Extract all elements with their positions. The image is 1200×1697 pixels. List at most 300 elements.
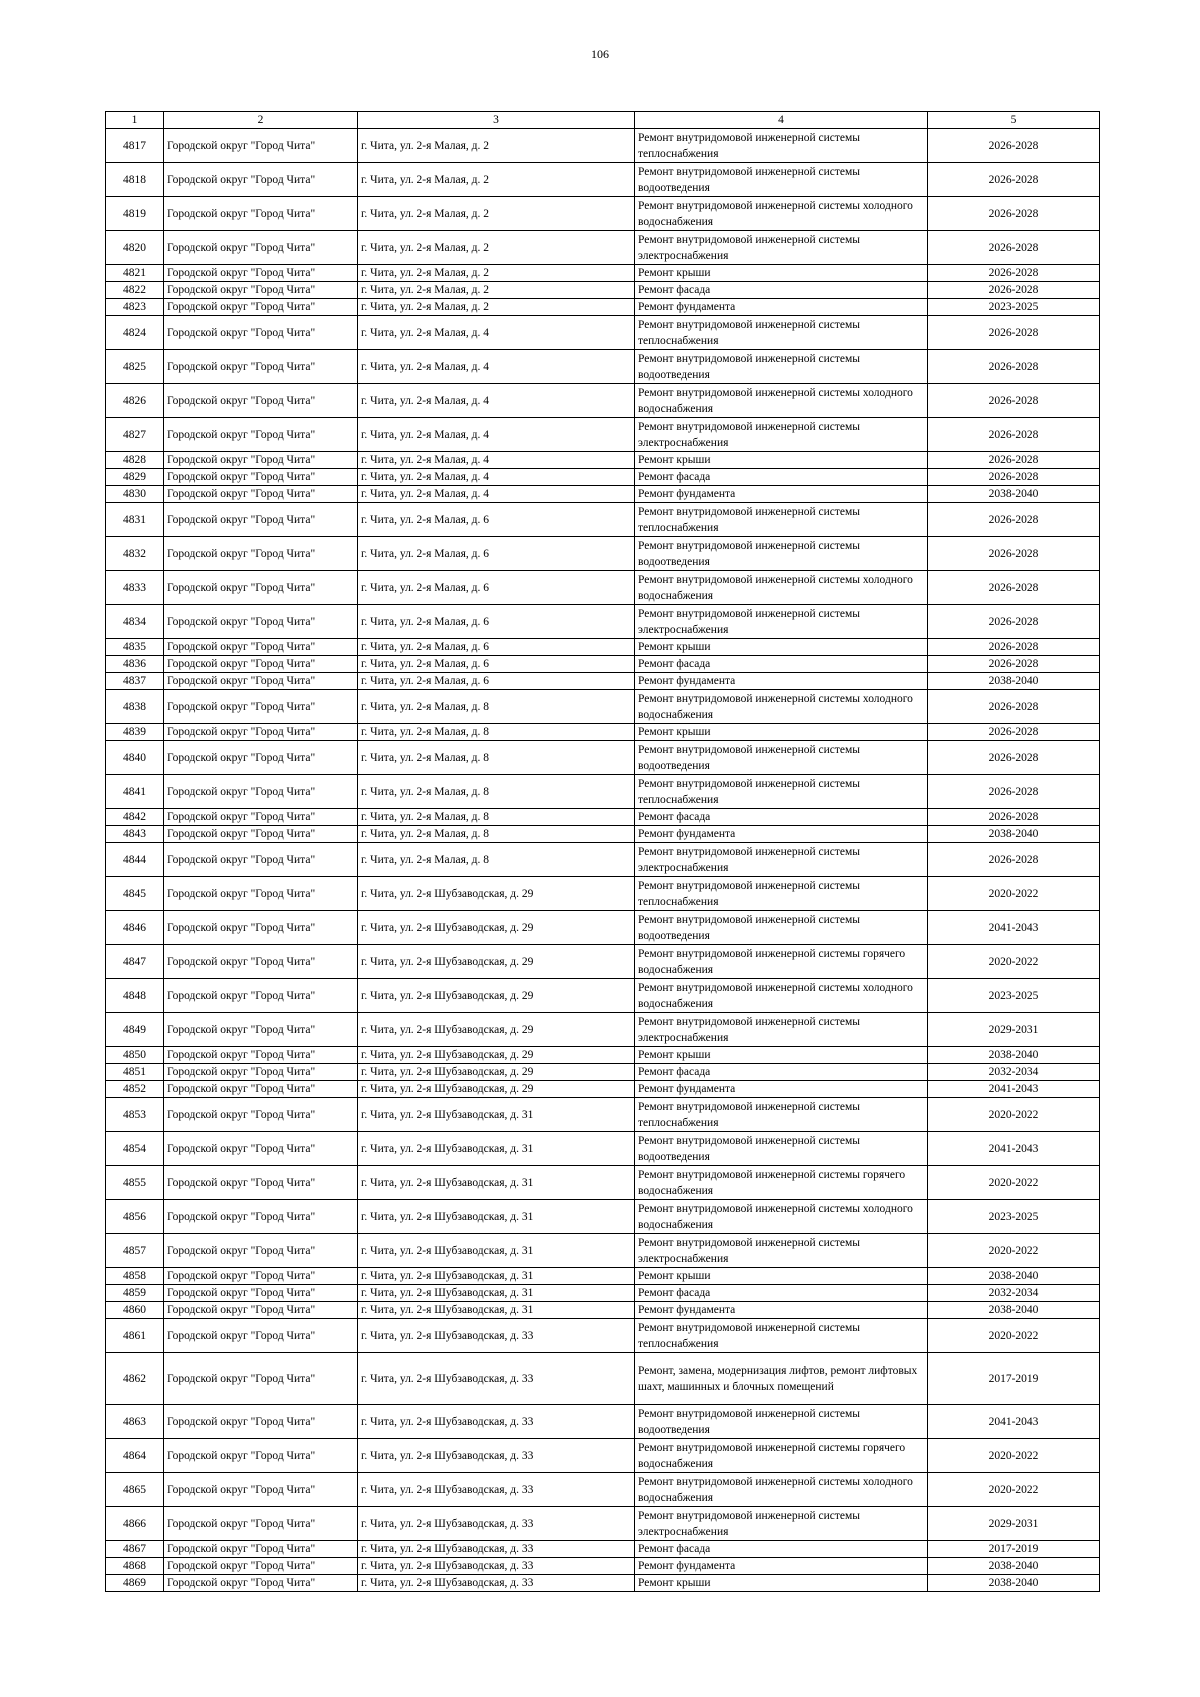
work-type-cell: Ремонт внутридомовой инженерной системы теплоснабжения [635,877,928,911]
row-number-cell: 4850 [106,1047,164,1064]
column-header-5: 5 [928,112,1100,129]
period-cell: 2026-2028 [928,163,1100,197]
period-cell: 2032-2034 [928,1285,1100,1302]
period-cell: 2026-2028 [928,129,1100,163]
work-type-cell: Ремонт внутридомовой инженерной системы теплоснабжения [635,1098,928,1132]
municipality-cell: Городской округ "Город Чита" [164,129,358,163]
municipality-cell: Городской округ "Город Чита" [164,537,358,571]
period-cell: 2026-2028 [928,775,1100,809]
work-type-cell: Ремонт внутридомовой инженерной системы теплоснабжения [635,316,928,350]
table-row [106,452,1100,469]
municipality-cell: Городской округ "Город Чита" [164,1234,358,1268]
address-cell: г. Чита, ул. 2-я Малая, д. 8 [358,809,635,826]
table-row [106,775,1100,809]
municipality-cell: Городской округ "Город Чита" [164,1473,358,1507]
table-row [106,299,1100,316]
period-cell: 2026-2028 [928,571,1100,605]
period-cell: 2026-2028 [928,503,1100,537]
table-row [106,605,1100,639]
table-row [106,282,1100,299]
period-cell: 2026-2028 [928,469,1100,486]
work-type-cell: Ремонт фасада [635,1064,928,1081]
address-cell: г. Чита, ул. 2-я Шубзаводская, д. 31 [358,1268,635,1285]
period-cell: 2038-2040 [928,1575,1100,1592]
table-row [106,1575,1100,1592]
table-row [106,265,1100,282]
row-number-cell: 4835 [106,639,164,656]
table-row [106,656,1100,673]
work-type-cell: Ремонт крыши [635,1575,928,1592]
table-row [106,197,1100,231]
work-type-cell: Ремонт внутридомовой инженерной системы теплоснабжения [635,129,928,163]
municipality-cell: Городской округ "Город Чита" [164,384,358,418]
row-number-cell: 4836 [106,656,164,673]
period-cell: 2026-2028 [928,384,1100,418]
work-type-cell: Ремонт фасада [635,656,928,673]
address-cell: г. Чита, ул. 2-я Малая, д. 2 [358,197,635,231]
address-cell: г. Чита, ул. 2-я Малая, д. 6 [358,503,635,537]
row-number-cell: 4837 [106,673,164,690]
address-cell: г. Чита, ул. 2-я Малая, д. 8 [358,826,635,843]
row-number-cell: 4822 [106,282,164,299]
row-number-cell: 4861 [106,1319,164,1353]
address-cell: г. Чита, ул. 2-я Шубзаводская, д. 33 [358,1439,635,1473]
row-number-cell: 4842 [106,809,164,826]
column-header-3: 3 [358,112,635,129]
work-type-cell: Ремонт внутридомовой инженерной системы холодного водоснабжения [635,571,928,605]
municipality-cell: Городской округ "Город Чита" [164,605,358,639]
municipality-cell: Городской округ "Город Чита" [164,1268,358,1285]
municipality-cell: Городской округ "Город Чита" [164,282,358,299]
table-row [106,1541,1100,1558]
table-row [106,911,1100,945]
municipality-cell: Городской округ "Город Чита" [164,1405,358,1439]
address-cell: г. Чита, ул. 2-я Малая, д. 6 [358,571,635,605]
municipality-cell: Городской округ "Город Чита" [164,197,358,231]
row-number-cell: 4819 [106,197,164,231]
page-number: 106 [591,47,609,61]
municipality-cell: Городской округ "Город Чита" [164,1541,358,1558]
municipality-cell: Городской округ "Город Чита" [164,843,358,877]
table-row [106,571,1100,605]
municipality-cell: Городской округ "Город Чита" [164,316,358,350]
row-number-cell: 4855 [106,1166,164,1200]
period-cell: 2026-2028 [928,231,1100,265]
table-row [106,1064,1100,1081]
address-cell: г. Чита, ул. 2-я Шубзаводская, д. 33 [358,1507,635,1541]
address-cell: г. Чита, ул. 2-я Шубзаводская, д. 29 [358,877,635,911]
municipality-cell: Городской округ "Город Чита" [164,979,358,1013]
municipality-cell: Городской округ "Город Чита" [164,469,358,486]
period-cell: 2029-2031 [928,1507,1100,1541]
row-number-cell: 4823 [106,299,164,316]
column-header-2: 2 [164,112,358,129]
municipality-cell: Городской округ "Город Чита" [164,877,358,911]
period-cell: 2026-2028 [928,282,1100,299]
work-type-cell: Ремонт фундамента [635,1558,928,1575]
work-type-cell: Ремонт фасада [635,282,928,299]
table-row [106,724,1100,741]
work-type-cell: Ремонт, замена, модернизация лифтов, ремонт лифтовых шахт, машинных и блочных помещений [635,1353,928,1405]
table-row [106,1098,1100,1132]
municipality-cell: Городской округ "Город Чита" [164,1302,358,1319]
row-number-cell: 4869 [106,1575,164,1592]
address-cell: г. Чита, ул. 2-я Малая, д. 6 [358,639,635,656]
period-cell: 2038-2040 [928,1558,1100,1575]
address-cell: г. Чита, ул. 2-я Малая, д. 8 [358,724,635,741]
period-cell: 2038-2040 [928,486,1100,503]
municipality-cell: Городской округ "Город Чита" [164,452,358,469]
period-cell: 2038-2040 [928,1047,1100,1064]
address-cell: г. Чита, ул. 2-я Малая, д. 2 [358,129,635,163]
table-body [106,129,1100,1592]
period-cell: 2023-2025 [928,979,1100,1013]
period-cell: 2023-2025 [928,299,1100,316]
period-cell: 2026-2028 [928,605,1100,639]
row-number-cell: 4864 [106,1439,164,1473]
municipality-cell: Городской округ "Город Чита" [164,826,358,843]
row-number-cell: 4844 [106,843,164,877]
row-number-cell: 4854 [106,1132,164,1166]
work-type-cell: Ремонт внутридомовой инженерной системы водоотведения [635,350,928,384]
work-type-cell: Ремонт внутридомовой инженерной системы горячего водоснабжения [635,1439,928,1473]
table-row [106,129,1100,163]
table-row [106,1047,1100,1064]
work-type-cell: Ремонт крыши [635,1047,928,1064]
work-type-cell: Ремонт внутридомовой инженерной системы электроснабжения [635,1013,928,1047]
work-type-cell: Ремонт внутридомовой инженерной системы электроснабжения [635,605,928,639]
work-type-cell: Ремонт фундамента [635,673,928,690]
period-cell: 2020-2022 [928,945,1100,979]
address-cell: г. Чита, ул. 2-я Малая, д. 2 [358,163,635,197]
period-cell: 2029-2031 [928,1013,1100,1047]
row-number-cell: 4845 [106,877,164,911]
municipality-cell: Городской округ "Город Чита" [164,1558,358,1575]
row-number-cell: 4825 [106,350,164,384]
row-number-cell: 4857 [106,1234,164,1268]
municipality-cell: Городской округ "Город Чита" [164,1166,358,1200]
municipality-cell: Городской округ "Город Чита" [164,1132,358,1166]
work-type-cell: Ремонт внутридомовой инженерной системы водоотведения [635,1132,928,1166]
work-type-cell: Ремонт крыши [635,452,928,469]
table-row [106,690,1100,724]
row-number-cell: 4868 [106,1558,164,1575]
address-cell: г. Чита, ул. 2-я Малая, д. 6 [358,656,635,673]
period-cell: 2032-2034 [928,1064,1100,1081]
work-type-cell: Ремонт внутридомовой инженерной системы водоотведения [635,163,928,197]
municipality-cell: Городской округ "Город Чита" [164,1575,358,1592]
table-row [106,826,1100,843]
period-cell: 2026-2028 [928,265,1100,282]
work-type-cell: Ремонт внутридомовой инженерной системы холодного водоснабжения [635,197,928,231]
column-header-1: 1 [106,112,164,129]
municipality-cell: Городской округ "Город Чита" [164,571,358,605]
address-cell: г. Чита, ул. 2-я Шубзаводская, д. 29 [358,1047,635,1064]
municipality-cell: Городской округ "Город Чита" [164,724,358,741]
municipality-cell: Городской округ "Город Чита" [164,639,358,656]
period-cell: 2020-2022 [928,1473,1100,1507]
municipality-cell: Городской округ "Город Чита" [164,1098,358,1132]
table-row [106,1285,1100,1302]
work-type-cell: Ремонт внутридомовой инженерной системы электроснабжения [635,418,928,452]
municipality-cell: Городской округ "Город Чита" [164,1013,358,1047]
work-type-cell: Ремонт фасада [635,1285,928,1302]
period-cell: 2041-2043 [928,911,1100,945]
address-cell: г. Чита, ул. 2-я Шубзаводская, д. 29 [358,979,635,1013]
row-number-cell: 4824 [106,316,164,350]
period-cell: 2026-2028 [928,418,1100,452]
period-cell: 2026-2028 [928,809,1100,826]
municipality-cell: Городской округ "Город Чита" [164,1319,358,1353]
address-cell: г. Чита, ул. 2-я Малая, д. 6 [358,605,635,639]
period-cell: 2017-2019 [928,1353,1100,1405]
address-cell: г. Чита, ул. 2-я Малая, д. 8 [358,741,635,775]
work-type-cell: Ремонт внутридомовой инженерной системы электроснабжения [635,1234,928,1268]
address-cell: г. Чита, ул. 2-я Шубзаводская, д. 33 [358,1541,635,1558]
row-number-cell: 4830 [106,486,164,503]
period-cell: 2038-2040 [928,1302,1100,1319]
row-number-cell: 4833 [106,571,164,605]
table-row [106,1405,1100,1439]
table-row [106,1302,1100,1319]
row-number-cell: 4852 [106,1081,164,1098]
period-cell: 2026-2028 [928,741,1100,775]
work-type-cell: Ремонт фасада [635,1541,928,1558]
address-cell: г. Чита, ул. 2-я Шубзаводская, д. 29 [358,945,635,979]
work-type-cell: Ремонт внутридомовой инженерной системы электроснабжения [635,1507,928,1541]
period-cell: 2026-2028 [928,843,1100,877]
table-row [106,1234,1100,1268]
table-row [106,384,1100,418]
address-cell: г. Чита, ул. 2-я Шубзаводская, д. 33 [358,1575,635,1592]
municipality-cell: Городской округ "Город Чита" [164,1081,358,1098]
row-number-cell: 4838 [106,690,164,724]
row-number-cell: 4827 [106,418,164,452]
municipality-cell: Городской округ "Город Чита" [164,299,358,316]
work-type-cell: Ремонт внутридомовой инженерной системы электроснабжения [635,843,928,877]
address-cell: г. Чита, ул. 2-я Шубзаводская, д. 31 [358,1200,635,1234]
municipality-cell: Городской округ "Город Чита" [164,945,358,979]
period-cell: 2017-2019 [928,1541,1100,1558]
municipality-cell: Городской округ "Город Чита" [164,1064,358,1081]
table-row [106,877,1100,911]
address-cell: г. Чита, ул. 2-я Шубзаводская, д. 29 [358,1081,635,1098]
address-cell: г. Чита, ул. 2-я Малая, д. 4 [358,418,635,452]
address-cell: г. Чита, ул. 2-я Малая, д. 4 [358,486,635,503]
table-row [106,163,1100,197]
period-cell: 2020-2022 [928,1439,1100,1473]
municipality-cell: Городской округ "Город Чита" [164,741,358,775]
row-number-cell: 4849 [106,1013,164,1047]
period-cell: 2026-2028 [928,656,1100,673]
address-cell: г. Чита, ул. 2-я Малая, д. 4 [358,384,635,418]
table-row [106,503,1100,537]
municipality-cell: Городской округ "Город Чита" [164,163,358,197]
table-row [106,809,1100,826]
municipality-cell: Городской округ "Город Чита" [164,690,358,724]
period-cell: 2038-2040 [928,826,1100,843]
period-cell: 2041-2043 [928,1081,1100,1098]
row-number-cell: 4848 [106,979,164,1013]
table-row [106,1473,1100,1507]
table-row [106,1268,1100,1285]
table-row [106,979,1100,1013]
work-type-cell: Ремонт фундамента [635,1302,928,1319]
work-type-cell: Ремонт внутридомовой инженерной системы холодного водоснабжения [635,384,928,418]
address-cell: г. Чита, ул. 2-я Шубзаводская, д. 33 [358,1353,635,1405]
table-row [106,1166,1100,1200]
table-row [106,673,1100,690]
row-number-cell: 4863 [106,1405,164,1439]
municipality-cell: Городской округ "Город Чита" [164,911,358,945]
row-number-cell: 4867 [106,1541,164,1558]
table-row [106,1439,1100,1473]
work-type-cell: Ремонт внутридомовой инженерной системы электроснабжения [635,231,928,265]
address-cell: г. Чита, ул. 2-я Шубзаводская, д. 33 [358,1558,635,1575]
table-row [106,486,1100,503]
address-cell: г. Чита, ул. 2-я Шубзаводская, д. 33 [358,1473,635,1507]
work-type-cell: Ремонт внутридомовой инженерной системы водоотведения [635,911,928,945]
period-cell: 2026-2028 [928,452,1100,469]
address-cell: г. Чита, ул. 2-я Шубзаводская, д. 31 [358,1166,635,1200]
repair-program-table [105,111,1100,1592]
row-number-cell: 4862 [106,1353,164,1405]
municipality-cell: Городской округ "Город Чита" [164,1285,358,1302]
address-cell: г. Чита, ул. 2-я Малая, д. 2 [358,299,635,316]
table-row [106,1200,1100,1234]
period-cell: 2026-2028 [928,639,1100,656]
period-cell: 2023-2025 [928,1200,1100,1234]
municipality-cell: Городской округ "Город Чита" [164,809,358,826]
work-type-cell: Ремонт внутридомовой инженерной системы водоотведения [635,537,928,571]
municipality-cell: Городской округ "Город Чита" [164,265,358,282]
work-type-cell: Ремонт крыши [635,639,928,656]
period-cell: 2020-2022 [928,1319,1100,1353]
row-number-cell: 4851 [106,1064,164,1081]
table-row [106,350,1100,384]
work-type-cell: Ремонт фундамента [635,826,928,843]
municipality-cell: Городской округ "Город Чита" [164,418,358,452]
table-row [106,639,1100,656]
address-cell: г. Чита, ул. 2-я Малая, д. 8 [358,690,635,724]
municipality-cell: Городской округ "Город Чита" [164,1439,358,1473]
period-cell: 2020-2022 [928,877,1100,911]
address-cell: г. Чита, ул. 2-я Малая, д. 8 [358,843,635,877]
row-number-cell: 4832 [106,537,164,571]
column-header-4: 4 [635,112,928,129]
address-cell: г. Чита, ул. 2-я Малая, д. 4 [358,469,635,486]
work-type-cell: Ремонт фундамента [635,1081,928,1098]
address-cell: г. Чита, ул. 2-я Малая, д. 4 [358,350,635,384]
municipality-cell: Городской округ "Город Чита" [164,775,358,809]
municipality-cell: Городской округ "Город Чита" [164,1047,358,1064]
table-row [106,418,1100,452]
period-cell: 2020-2022 [928,1234,1100,1268]
address-cell: г. Чита, ул. 2-я Шубзаводская, д. 31 [358,1285,635,1302]
work-type-cell: Ремонт крыши [635,265,928,282]
row-number-cell: 4839 [106,724,164,741]
work-type-cell: Ремонт внутридомовой инженерной системы холодного водоснабжения [635,1200,928,1234]
address-cell: г. Чита, ул. 2-я Малая, д. 6 [358,537,635,571]
period-cell: 2038-2040 [928,673,1100,690]
municipality-cell: Городской округ "Город Чита" [164,1353,358,1405]
address-cell: г. Чита, ул. 2-я Шубзаводская, д. 29 [358,1064,635,1081]
table-row [106,1013,1100,1047]
row-number-cell: 4841 [106,775,164,809]
table-row [106,1353,1100,1405]
row-number-cell: 4856 [106,1200,164,1234]
period-cell: 2026-2028 [928,690,1100,724]
work-type-cell: Ремонт фасада [635,469,928,486]
work-type-cell: Ремонт фундамента [635,486,928,503]
row-number-cell: 4853 [106,1098,164,1132]
period-cell: 2026-2028 [928,316,1100,350]
row-number-cell: 4843 [106,826,164,843]
period-cell: 2026-2028 [928,537,1100,571]
address-cell: г. Чита, ул. 2-я Малая, д. 2 [358,265,635,282]
row-number-cell: 4858 [106,1268,164,1285]
municipality-cell: Городской округ "Город Чита" [164,656,358,673]
work-type-cell: Ремонт фасада [635,809,928,826]
work-type-cell: Ремонт внутридомовой инженерной системы холодного водоснабжения [635,690,928,724]
table-row [106,1132,1100,1166]
row-number-cell: 4831 [106,503,164,537]
work-type-cell: Ремонт внутридомовой инженерной системы теплоснабжения [635,1319,928,1353]
address-cell: г. Чита, ул. 2-я Малая, д. 8 [358,775,635,809]
table-row [106,1558,1100,1575]
municipality-cell: Городской округ "Город Чита" [164,1507,358,1541]
municipality-cell: Городской округ "Город Чита" [164,503,358,537]
row-number-cell: 4826 [106,384,164,418]
period-cell: 2020-2022 [928,1166,1100,1200]
address-cell: г. Чита, ул. 2-я Шубзаводская, д. 31 [358,1234,635,1268]
work-type-cell: Ремонт фундамента [635,299,928,316]
address-cell: г. Чита, ул. 2-я Малая, д. 6 [358,673,635,690]
row-number-cell: 4859 [106,1285,164,1302]
row-number-cell: 4817 [106,129,164,163]
work-type-cell: Ремонт крыши [635,1268,928,1285]
municipality-cell: Городской округ "Город Чита" [164,1200,358,1234]
address-cell: г. Чита, ул. 2-я Шубзаводская, д. 33 [358,1405,635,1439]
work-type-cell: Ремонт крыши [635,724,928,741]
row-number-cell: 4866 [106,1507,164,1541]
table-row [106,1081,1100,1098]
address-cell: г. Чита, ул. 2-я Малая, д. 2 [358,282,635,299]
table-row [106,945,1100,979]
address-cell: г. Чита, ул. 2-я Малая, д. 4 [358,452,635,469]
work-type-cell: Ремонт внутридомовой инженерной системы теплоснабжения [635,503,928,537]
row-number-cell: 4860 [106,1302,164,1319]
table-row [106,1507,1100,1541]
table-row [106,316,1100,350]
address-cell: г. Чита, ул. 2-я Шубзаводская, д. 31 [358,1302,635,1319]
address-cell: г. Чита, ул. 2-я Шубзаводская, д. 31 [358,1098,635,1132]
work-type-cell: Ремонт внутридомовой инженерной системы холодного водоснабжения [635,1473,928,1507]
table-row [106,741,1100,775]
address-cell: г. Чита, ул. 2-я Шубзаводская, д. 29 [358,911,635,945]
work-type-cell: Ремонт внутридомовой инженерной системы горячего водоснабжения [635,1166,928,1200]
table-row [106,537,1100,571]
period-cell: 2026-2028 [928,350,1100,384]
work-type-cell: Ремонт внутридомовой инженерной системы водоотведения [635,741,928,775]
period-cell: 2026-2028 [928,724,1100,741]
municipality-cell: Городской округ "Город Чита" [164,673,358,690]
municipality-cell: Городской округ "Город Чита" [164,350,358,384]
period-cell: 2038-2040 [928,1268,1100,1285]
row-number-cell: 4828 [106,452,164,469]
address-cell: г. Чита, ул. 2-я Малая, д. 4 [358,316,635,350]
work-type-cell: Ремонт внутридомовой инженерной системы горячего водоснабжения [635,945,928,979]
